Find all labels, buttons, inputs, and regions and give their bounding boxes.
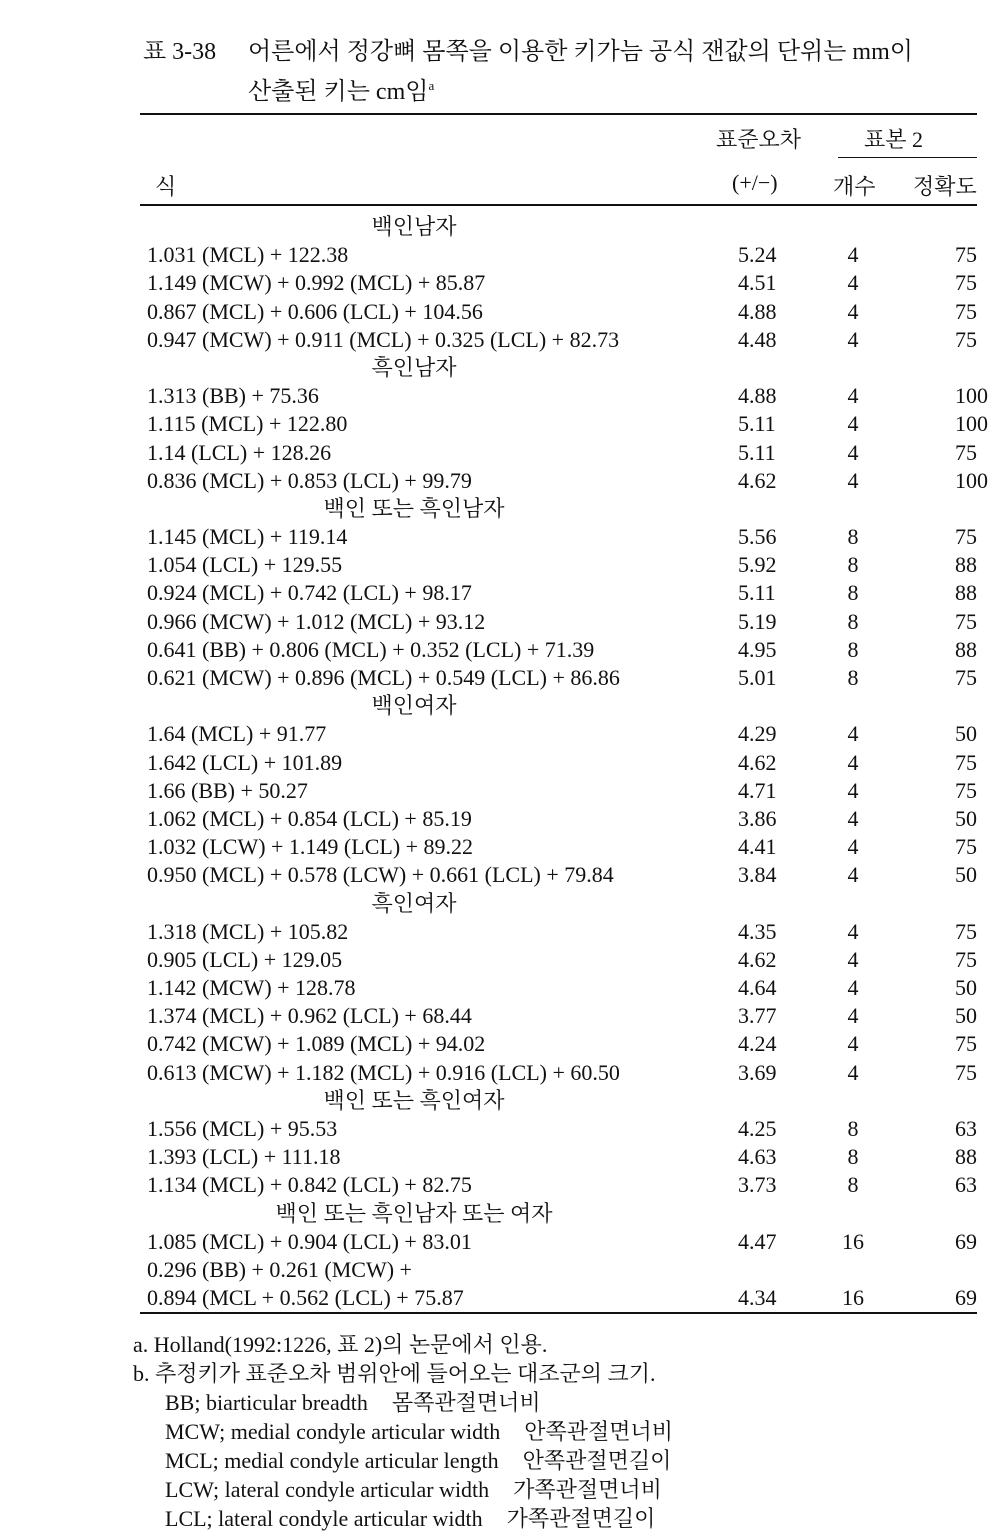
formula-cell: 1.393 (LCL) + 111.18 [147,1144,341,1170]
group-heading [0,354,977,382]
std-error-cell: 4.95 [738,636,777,662]
table-row [0,974,977,1002]
abbreviation-item [133,1446,673,1475]
table-row [0,946,977,974]
formula-cell: 1.66 (BB) + 50.27 [147,777,308,803]
abbreviation-item [133,1475,673,1504]
table-row [0,410,988,438]
group-title: 흑인여자 [371,890,457,916]
std-error-cell: 3.77 [738,1003,777,1029]
table-row [0,777,977,805]
count-cell: 8 [847,665,859,690]
formula-cell: 1.14 (LCL) + 128.26 [147,439,332,465]
abbreviation-en: MCW; medial condyle articular width [165,1419,501,1444]
header-sample-group: 표본 2 [864,127,924,152]
title-footnote-mark: a [428,78,435,93]
table-row [0,1228,977,1256]
table-row [0,551,977,579]
abbreviation-ko: 가쪽관절면길이 [506,1506,656,1531]
count-cell: 4 [847,439,859,465]
count-cell: 4 [847,946,859,972]
formula-cell: 1.374 (MCL) + 0.962 (LCL) + 68.44 [147,1003,472,1029]
count-cell: 4 [847,1003,859,1029]
group-heading [0,890,977,918]
abbreviation-item [133,1417,673,1446]
std-error-cell: 4.41 [738,834,777,860]
table-row [0,1115,977,1143]
std-error-cell: 5.24 [738,242,777,268]
count-cell: 4 [847,411,859,437]
std-error-cell: 4.88 [738,298,777,324]
std-error-cell: 4.25 [738,1116,777,1141]
table-row [0,1030,977,1058]
header-formula: 식 [155,174,177,199]
count-cell: 4 [847,749,859,775]
formula-cell: 1.142 (MCW) + 128.78 [147,975,356,1001]
std-error-cell: 4.35 [738,918,777,944]
accuracy-cell: 88 [955,636,977,662]
std-error-cell: 4.63 [738,1144,777,1170]
group-title: 백인 또는 흑인여자 [323,1087,505,1113]
table-row [0,241,977,269]
count-cell: 4 [847,383,859,409]
table-body [0,213,988,1312]
formula-cell: 1.031 (MCL) + 122.38 [147,242,349,268]
abbreviation-ko: 몸쪽관절면너비 [391,1390,541,1415]
table-row [0,1256,977,1284]
count-cell: 8 [847,608,859,634]
title-line2-text: 산출된 키는 cm임 [248,79,429,105]
accuracy-cell: 75 [955,326,977,352]
count-cell: 4 [847,1031,859,1057]
accuracy-cell: 75 [955,946,977,972]
accuracy-cell: 75 [955,298,977,324]
std-error-cell: 5.11 [738,580,776,606]
accuracy-cell: 100 [955,383,988,409]
table-row [0,833,977,861]
table-row [0,467,988,495]
std-error-cell: 4.62 [738,946,777,972]
std-error-cell: 4.34 [738,1285,777,1311]
accuracy-cell: 75 [955,1059,977,1085]
accuracy-cell: 75 [955,608,977,634]
abbreviation-en: MCL; medial condyle articular length [165,1448,499,1473]
accuracy-cell: 100 [955,467,988,493]
group-heading [0,495,977,523]
formula-cell: 1.642 (LCL) + 101.89 [147,749,343,775]
accuracy-cell: 75 [955,439,977,465]
formula-cell: 1.134 (MCL) + 0.842 (LCL) + 82.75 [147,1172,472,1198]
count-cell: 4 [847,270,859,296]
std-error-cell: 5.11 [738,439,776,465]
formula-cell: 0.296 (BB) + 0.261 (MCW) + [147,1256,412,1282]
formula-cell: 1.054 (LCL) + 129.55 [147,552,343,578]
formula-cell: 0.867 (MCL) + 0.606 (LCL) + 104.56 [147,298,483,324]
table-row [0,805,977,833]
table-row [0,861,977,889]
formula-cell: 0.836 (MCL) + 0.853 (LCL) + 99.79 [147,467,472,493]
table-row [0,664,977,692]
group-title: 백인여자 [371,693,457,719]
formula-cell: 0.950 (MCL) + 0.578 (LCW) + 0.661 (LCL) + 79.84 [147,862,614,888]
formula-cell: 1.032 (LCW) + 1.149 (LCL) + 89.22 [147,834,474,860]
abbreviation-en: LCL; lateral condyle articular width [165,1506,483,1531]
table-row [0,298,977,326]
accuracy-cell: 69 [955,1285,977,1311]
std-error-cell: 4.64 [738,975,777,1001]
accuracy-cell: 63 [955,1172,977,1198]
std-error-cell: 4.62 [738,467,777,493]
formula-cell: 0.894 (MCL + 0.562 (LCL) + 75.87 [147,1285,464,1311]
count-cell: 8 [847,636,859,662]
count-cell: 4 [847,918,859,944]
count-cell: 8 [847,580,859,606]
accuracy-cell: 75 [955,524,977,550]
count-cell: 16 [842,1228,864,1254]
table-row [0,1171,977,1199]
formula-cell: 1.145 (MCL) + 119.14 [147,524,348,550]
table-row [0,326,977,354]
std-error-cell: 3.69 [738,1059,777,1085]
note-a: a. Holland(1992:1226, 표 2)의 논문에서 인용. [133,1332,548,1357]
abbreviation-ko: 가쪽관절면너비 [513,1477,662,1502]
group-heading [0,1087,977,1115]
abbreviation-item [133,1504,673,1533]
abbreviation-ko: 안쪽관절면너비 [524,1419,673,1444]
header-se-top: 표준오차 [716,127,802,152]
count-cell: 4 [847,834,859,860]
count-cell: 4 [847,326,859,352]
table-row [0,523,977,551]
formula-cell: 1.318 (MCL) + 105.82 [147,918,349,944]
formula-cell: 1.085 (MCL) + 0.904 (LCL) + 83.01 [147,1228,472,1254]
accuracy-cell: 50 [955,805,977,831]
accuracy-cell: 75 [955,918,977,944]
count-cell: 4 [847,298,859,324]
header-accuracy: 정확도 [913,174,977,199]
table-row [0,636,977,664]
std-error-cell: 3.86 [738,805,777,831]
accuracy-cell: 69 [955,1228,977,1254]
table-notes [133,1330,673,1533]
formula-cell: 0.613 (MCW) + 1.182 (MCL) + 0.916 (LCL) + 60.50 [147,1059,620,1085]
table-row [0,1059,977,1087]
count-cell: 8 [847,1172,859,1198]
formula-cell: 0.947 (MCW) + 0.911 (MCL) + 0.325 (LCL) + 82.73 [147,326,620,352]
formula-cell: 0.742 (MCW) + 1.089 (MCL) + 94.02 [147,1031,486,1057]
formula-cell: 1.149 (MCW) + 0.992 (MCL) + 85.87 [147,270,486,296]
table-row [0,439,977,467]
table-row [0,720,977,748]
formula-cell: 1.115 (MCL) + 122.80 [147,411,348,437]
accuracy-cell: 75 [955,270,977,296]
formula-cell: 0.924 (MCL) + 0.742 (LCL) + 98.17 [147,580,472,606]
formula-cell: 1.64 (MCL) + 91.77 [147,721,327,747]
group-heading [0,213,977,241]
header-count: 개수 [833,174,876,199]
std-error-cell: 5.56 [738,524,777,550]
table-title-line2 [248,68,434,110]
count-cell: 4 [847,805,859,831]
formula-cell: 0.621 (MCW) + 0.896 (MCL) + 0.549 (LCL) + 86.86 [147,665,620,690]
accuracy-cell: 75 [955,834,977,860]
std-error-cell: 4.29 [738,721,777,747]
table-row [0,579,977,607]
std-error-cell: 4.62 [738,749,777,775]
header-bottom-rule [140,204,977,206]
abbreviation-ko: 안쪽관절면길이 [522,1448,672,1473]
accuracy-cell: 50 [955,975,977,1001]
abbreviation-list [133,1388,673,1533]
abbreviation-en: LCW; lateral condyle articular width [165,1477,490,1502]
accuracy-cell: 75 [955,242,977,268]
table-row [0,918,977,946]
std-error-cell: 5.01 [738,665,777,690]
count-cell: 4 [847,862,859,888]
group-title: 백인 또는 흑인남자 또는 여자 [275,1200,553,1226]
count-cell: 4 [847,1059,859,1085]
formula-cell: 1.556 (MCL) + 95.53 [147,1116,338,1141]
formula-cell: 0.966 (MCW) + 1.012 (MCL) + 93.12 [147,608,486,634]
count-cell: 4 [847,777,859,803]
table-bottom-rule [140,1312,977,1314]
accuracy-cell: 75 [955,1031,977,1057]
count-cell: 8 [847,552,859,578]
accuracy-cell: 75 [955,665,977,690]
abbreviation-item [133,1388,673,1417]
accuracy-cell: 75 [955,749,977,775]
group-heading [0,692,977,720]
accuracy-cell: 75 [955,777,977,803]
std-error-cell: 5.11 [738,411,776,437]
table-row [0,1284,977,1312]
count-cell: 16 [842,1285,864,1311]
table-row [0,1002,977,1030]
table-top-rule [140,113,977,115]
table-row [0,1143,977,1171]
std-error-cell: 4.48 [738,326,777,352]
table-label: 표 3-38 [143,39,217,65]
accuracy-cell: 100 [955,411,988,437]
std-error-cell: 3.84 [738,862,777,888]
count-cell: 4 [847,467,859,493]
group-title: 백인남자 [371,214,457,239]
std-error-cell: 4.51 [738,270,777,296]
sample-group-rule [838,157,977,158]
group-title: 백인 또는 흑인남자 [323,495,505,521]
table-row [0,269,977,297]
count-cell: 4 [847,242,859,268]
table-title-line1: 어른에서 정강뼈 몸쪽을 이용한 키가늠 공식 잰값의 단위는 mm이 [248,39,913,65]
abbreviation-en: BB; biarticular breadth [165,1390,368,1415]
table-row [0,749,977,777]
formula-cell: 1.313 (BB) + 75.36 [147,383,319,409]
table-row [0,608,977,636]
note-b: b. 추정키가 표준오차 범위안에 들어오는 대조군의 크기. [133,1361,656,1386]
std-error-cell: 5.92 [738,552,777,578]
count-cell: 8 [847,1144,859,1170]
accuracy-cell: 63 [955,1116,977,1141]
std-error-cell: 5.19 [738,608,777,634]
count-cell: 4 [847,975,859,1001]
table-row [0,382,988,410]
formula-cell: 0.641 (BB) + 0.806 (MCL) + 0.352 (LCL) + 71.39 [147,636,595,662]
std-error-cell: 4.71 [738,777,777,803]
std-error-cell: 4.24 [738,1031,777,1057]
formula-cell: 1.062 (MCL) + 0.854 (LCL) + 85.19 [147,805,472,831]
accuracy-cell: 88 [955,1144,977,1170]
count-cell: 4 [847,721,859,747]
accuracy-cell: 88 [955,580,977,606]
group-heading [0,1200,977,1228]
std-error-cell: 4.47 [738,1228,777,1254]
group-title: 흑인남자 [371,354,457,380]
accuracy-cell: 50 [955,721,977,747]
accuracy-cell: 88 [955,552,977,578]
std-error-cell: 4.88 [738,383,777,409]
std-error-cell: 3.73 [738,1172,777,1198]
formula-cell: 0.905 (LCL) + 129.05 [147,946,343,972]
accuracy-cell: 50 [955,1003,977,1029]
count-cell: 8 [847,1116,859,1141]
count-cell: 8 [847,524,859,550]
header-se-bottom: (+/−) [732,170,778,195]
accuracy-cell: 50 [955,862,977,888]
